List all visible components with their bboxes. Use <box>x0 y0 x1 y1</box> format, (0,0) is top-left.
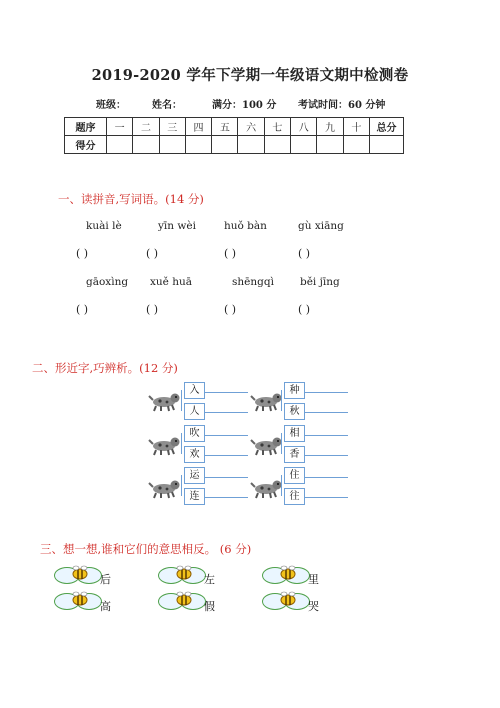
answer-line[interactable] <box>304 435 348 436</box>
answer-line[interactable] <box>204 412 248 413</box>
dog-icon <box>148 434 182 456</box>
name-label: 姓名： <box>152 100 182 111</box>
col-9: 九 <box>317 118 343 136</box>
pinyin-1: kuài lè <box>86 220 122 232</box>
col-1: 一 <box>107 118 133 136</box>
dog-icon <box>250 434 284 456</box>
char-box: 住 <box>284 467 305 484</box>
answer-blank[interactable]: ( ) <box>298 303 311 316</box>
row-label-order: 题序 <box>65 118 107 136</box>
char-box: 秋 <box>284 403 305 420</box>
col-2: 二 <box>133 118 159 136</box>
bee-icon <box>70 565 90 581</box>
pinyin-5: gāoxìng <box>86 276 129 288</box>
answer-line[interactable] <box>304 477 348 478</box>
answer-line[interactable] <box>204 477 248 478</box>
bracket-line <box>281 433 282 454</box>
score-table <box>64 117 404 154</box>
section1-heading: 一、读拼音,写词语。(14 分) <box>58 192 204 206</box>
bracket-line <box>181 390 182 411</box>
char-box: 相 <box>284 425 305 442</box>
bracket-line <box>181 475 182 496</box>
answer-blank[interactable]: ( ) <box>146 303 159 316</box>
score-cell[interactable] <box>107 136 133 154</box>
col-5: 五 <box>212 118 238 136</box>
word-option: 后 <box>100 573 111 586</box>
char-box: 香 <box>284 446 305 463</box>
char-box: 入 <box>184 382 205 399</box>
char-box: 往 <box>284 488 305 505</box>
char-box: 吹 <box>184 425 205 442</box>
page-title: 2019-2020 学年下学期一年级语文期中检测卷 <box>91 67 409 84</box>
score-cell[interactable] <box>264 136 290 154</box>
class-label: 班级： <box>96 100 126 111</box>
word-option: 左 <box>204 573 215 586</box>
exam-time: 考试时间：60 分钟 <box>298 100 386 111</box>
answer-blank[interactable]: ( ) <box>76 303 89 316</box>
bracket-line <box>181 433 182 454</box>
answer-blank[interactable]: ( ) <box>224 303 237 316</box>
score-cell[interactable] <box>317 136 343 154</box>
answer-line[interactable] <box>204 392 248 393</box>
char-box: 人 <box>184 403 205 420</box>
col-total: 总分 <box>370 118 404 136</box>
col-10: 十 <box>343 118 369 136</box>
answer-line[interactable] <box>304 455 348 456</box>
answer-line[interactable] <box>204 497 248 498</box>
score-cell[interactable] <box>343 136 369 154</box>
bracket-line <box>281 475 282 496</box>
answer-line[interactable] <box>304 412 348 413</box>
score-cell[interactable] <box>238 136 264 154</box>
col-4: 四 <box>185 118 211 136</box>
answer-blank[interactable]: ( ) <box>298 247 311 260</box>
col-3: 三 <box>159 118 185 136</box>
score-cell[interactable] <box>291 136 317 154</box>
char-box: 连 <box>184 488 205 505</box>
col-6: 六 <box>238 118 264 136</box>
score-cell[interactable] <box>370 136 404 154</box>
bee-icon <box>278 565 298 581</box>
bracket-line <box>281 390 282 411</box>
table-row <box>65 136 404 154</box>
row-label-score: 得分 <box>65 136 107 154</box>
answer-blank[interactable]: ( ) <box>224 247 237 260</box>
pinyin-8: běi jīng <box>300 276 340 288</box>
table-row <box>65 118 404 136</box>
dog-icon <box>148 390 182 412</box>
full-score: 满分：100 分 <box>212 100 277 111</box>
word-option: 里 <box>308 573 319 586</box>
dog-icon <box>148 477 182 499</box>
bee-icon <box>70 591 90 607</box>
char-box: 欢 <box>184 446 205 463</box>
word-option: 假 <box>204 600 215 613</box>
section3-heading: 三、想一想,谁和它们的意思相反。 (6 分) <box>40 542 252 556</box>
dog-icon <box>250 390 284 412</box>
pinyin-3: huǒ bàn <box>224 220 267 232</box>
char-box: 运 <box>184 467 205 484</box>
score-cell[interactable] <box>212 136 238 154</box>
section2-heading: 二、形近字,巧辨析。(12 分) <box>32 361 178 375</box>
answer-blank[interactable]: ( ) <box>76 247 89 260</box>
pinyin-7: shēngqì <box>232 276 274 288</box>
score-cell[interactable] <box>133 136 159 154</box>
answer-blank[interactable]: ( ) <box>146 247 159 260</box>
answer-line[interactable] <box>304 497 348 498</box>
word-option: 高 <box>100 600 111 613</box>
answer-line[interactable] <box>304 392 348 393</box>
pinyin-6: xuě huā <box>150 276 193 288</box>
pinyin-4: gù xiāng <box>298 220 344 232</box>
answer-line[interactable] <box>204 435 248 436</box>
bee-icon <box>174 591 194 607</box>
char-box: 种 <box>284 382 305 399</box>
bee-icon <box>174 565 194 581</box>
score-cell[interactable] <box>185 136 211 154</box>
score-cell[interactable] <box>159 136 185 154</box>
pinyin-2: yīn wèi <box>158 220 196 232</box>
word-option: 哭 <box>308 600 319 613</box>
col-8: 八 <box>291 118 317 136</box>
dog-icon <box>250 477 284 499</box>
col-7: 七 <box>264 118 290 136</box>
answer-line[interactable] <box>204 455 248 456</box>
bee-icon <box>278 591 298 607</box>
